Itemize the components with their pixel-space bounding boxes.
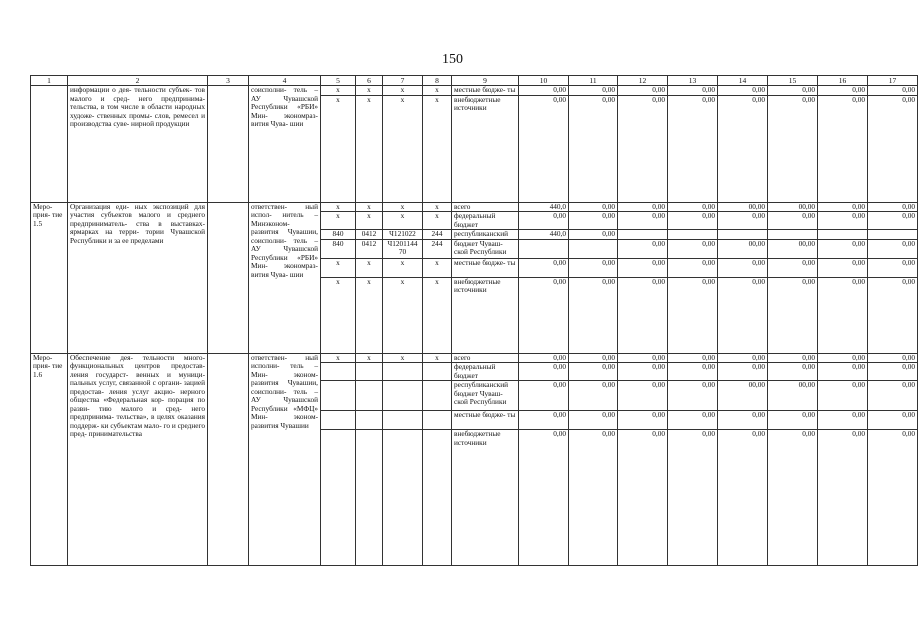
code-cell: x <box>321 353 356 363</box>
value-cell: 0,00 <box>569 381 618 411</box>
col-header: 6 <box>356 76 383 86</box>
value-cell: 0,00 <box>668 239 718 258</box>
value-cell: 0,00 <box>618 381 668 411</box>
value-cell: 0,00 <box>519 95 569 202</box>
value-cell <box>569 239 618 258</box>
value-cell: 0,00 <box>569 202 618 212</box>
code-cell: x <box>321 277 356 353</box>
code-cell <box>383 363 423 381</box>
value-cell: 0,00 <box>519 353 569 363</box>
col-header: 15 <box>768 76 818 86</box>
value-cell: 00,00 <box>718 202 768 212</box>
header-row <box>31 76 918 86</box>
funding-source: всего <box>452 353 519 363</box>
activity-label: Меро- прия- тие 1.5 <box>31 202 68 353</box>
value-cell: 0,00 <box>618 363 668 381</box>
value-cell: 0,00 <box>668 277 718 353</box>
value-cell: 0,00 <box>868 212 918 230</box>
code-cell <box>423 381 452 411</box>
code-cell: x <box>383 86 423 96</box>
value-cell: 440,0 <box>519 202 569 212</box>
value-cell <box>668 230 718 240</box>
value-cell: 0,00 <box>618 202 668 212</box>
code-cell: 840 <box>321 239 356 258</box>
value-cell: 0,00 <box>668 95 718 202</box>
code-cell: x <box>356 95 383 202</box>
code-cell <box>423 411 452 430</box>
col-header: 12 <box>618 76 668 86</box>
value-cell <box>718 230 768 240</box>
value-cell: 0,00 <box>618 258 668 277</box>
value-cell: 0,00 <box>818 353 868 363</box>
value-cell: 0,00 <box>718 277 768 353</box>
value-cell: 0,00 <box>868 277 918 353</box>
value-cell: 0,00 <box>618 277 668 353</box>
funding-source: внебюджетные источники <box>452 430 519 566</box>
code-cell: x <box>356 277 383 353</box>
code-cell: x <box>383 353 423 363</box>
code-cell <box>321 411 356 430</box>
value-cell: 0,00 <box>569 277 618 353</box>
code-cell <box>423 430 452 566</box>
code-cell: x <box>383 258 423 277</box>
value-cell: 0,00 <box>718 258 768 277</box>
value-cell <box>818 230 868 240</box>
code-cell: 840 <box>321 230 356 240</box>
code-cell: x <box>423 258 452 277</box>
value-cell: 440,0 <box>519 230 569 240</box>
funding-source: всего <box>452 202 519 212</box>
value-cell: 0,00 <box>818 258 868 277</box>
code-cell: 0412 <box>356 239 383 258</box>
code-cell <box>383 430 423 566</box>
activity-name: Обеспечение дея- тельности много- функциональных центров предостав- ления государст- венных и муници- пальных услуг, связанной с органи- зацией предостав- ления услуг акцио- нерного общества «Федеральная кор- порация по разви- тию малого и сред- него предпринима- тельства», в целях оказания поддерж- ки субъектам мало- го и среднего пред- принимательства <box>68 353 208 566</box>
funding-source: республиканский бюджет Чуваш- ской Республики <box>452 381 519 411</box>
value-cell: 0,00 <box>569 86 618 96</box>
code-cell: x <box>423 86 452 96</box>
code-cell: Ч121022 <box>383 230 423 240</box>
value-cell <box>519 239 569 258</box>
value-cell: 00,00 <box>718 239 768 258</box>
value-cell: 00,00 <box>768 239 818 258</box>
code-cell: x <box>356 258 383 277</box>
value-cell: 0,00 <box>768 86 818 96</box>
value-cell: 0,00 <box>768 277 818 353</box>
value-cell: 0,00 <box>668 381 718 411</box>
code-cell <box>356 363 383 381</box>
code-cell: x <box>383 95 423 202</box>
code-cell: x <box>356 353 383 363</box>
code-cell: 0412 <box>356 230 383 240</box>
value-cell: 0,00 <box>668 212 718 230</box>
value-cell: 0,00 <box>569 230 618 240</box>
code-cell: Ч1201144 70 <box>383 239 423 258</box>
code-cell: 244 <box>423 239 452 258</box>
col-header: 13 <box>668 76 718 86</box>
activity-label <box>31 86 68 203</box>
value-cell: 0,00 <box>868 86 918 96</box>
value-cell: 0,00 <box>818 239 868 258</box>
value-cell: 0,00 <box>818 381 868 411</box>
value-cell: 0,00 <box>519 86 569 96</box>
value-cell: 0,00 <box>718 363 768 381</box>
value-cell: 0,00 <box>668 202 718 212</box>
value-cell: 0,00 <box>718 411 768 430</box>
value-cell: 0,00 <box>519 277 569 353</box>
col-header: 3 <box>208 76 249 86</box>
value-cell: 0,00 <box>519 212 569 230</box>
value-cell: 0,00 <box>618 212 668 230</box>
col-header: 9 <box>452 76 519 86</box>
code-cell: x <box>356 212 383 230</box>
value-cell: 0,00 <box>668 353 718 363</box>
value-cell: 0,00 <box>668 258 718 277</box>
value-cell <box>618 230 668 240</box>
goal-cell <box>208 86 249 203</box>
value-cell: 0,00 <box>868 363 918 381</box>
value-cell: 0,00 <box>618 411 668 430</box>
value-cell: 0,00 <box>718 430 768 566</box>
col-header: 16 <box>818 76 868 86</box>
col-header: 17 <box>868 76 918 86</box>
page-number: 150 <box>442 52 463 67</box>
code-cell: x <box>321 202 356 212</box>
funding-source: республиканский <box>452 230 519 240</box>
value-cell: 0,00 <box>519 258 569 277</box>
value-cell <box>868 230 918 240</box>
col-header: 1 <box>31 76 68 86</box>
value-cell: 0,00 <box>818 202 868 212</box>
value-cell: 0,00 <box>818 430 868 566</box>
executor-cell: соисполни- тель – АУ Чувашской Республики «РБИ» Мин- экономраз- вития Чува- шии <box>249 86 321 203</box>
code-cell <box>383 381 423 411</box>
value-cell: 0,00 <box>569 212 618 230</box>
funding-source: федеральный бюджет <box>452 212 519 230</box>
value-cell: 0,00 <box>768 95 818 202</box>
goal-cell <box>208 353 249 566</box>
value-cell: 0,00 <box>668 411 718 430</box>
value-cell: 0,00 <box>519 430 569 566</box>
value-cell: 0,00 <box>668 363 718 381</box>
value-cell: 0,00 <box>668 86 718 96</box>
funding-source: местные бюдже- ты <box>452 411 519 430</box>
value-cell: 0,00 <box>768 353 818 363</box>
value-cell: 0,00 <box>618 353 668 363</box>
code-cell: x <box>423 202 452 212</box>
value-cell: 0,00 <box>569 353 618 363</box>
activity-name: информации о дея- тельности субъек- тов малого и сред- него предпринима- тельства, в том числе в области народных художе- ственных промы- слов, ремесел и производства суве- нирной продукции <box>68 86 208 203</box>
value-cell: 0,00 <box>569 363 618 381</box>
executor-cell: ответствен- ный исполни- тель – Мин- эконом- развития Чувашии, соисполни- тель – АУ Чувашской Республики «МФЦ» Мин- эконом- развития Чувашии <box>249 353 321 566</box>
value-cell: 0,00 <box>718 353 768 363</box>
code-cell: x <box>423 353 452 363</box>
value-cell: 0,00 <box>868 353 918 363</box>
value-cell: 0,00 <box>519 363 569 381</box>
funding-source: внебюджетные источники <box>452 95 519 202</box>
col-header: 14 <box>718 76 768 86</box>
code-cell: x <box>423 212 452 230</box>
funding-source: внебюджетные источники <box>452 277 519 353</box>
value-cell: 0,00 <box>868 381 918 411</box>
value-cell: 0,00 <box>818 411 868 430</box>
code-cell: x <box>383 202 423 212</box>
code-cell <box>423 363 452 381</box>
executor-cell: ответствен- ный испол- нитель – Минэконом- развития Чувашии, соисполни- тель – АУ Чувашской Республики «РБИ» Мин- экономраз- вития Чува- шии <box>249 202 321 353</box>
col-header: 4 <box>249 76 321 86</box>
value-cell: 0,00 <box>768 363 818 381</box>
code-cell: x <box>423 277 452 353</box>
activity-label: Меро- прия- тие 1.6 <box>31 353 68 566</box>
col-header: 10 <box>519 76 569 86</box>
value-cell: 0,00 <box>868 258 918 277</box>
code-cell: x <box>321 212 356 230</box>
value-cell: 0,00 <box>718 212 768 230</box>
value-cell: 0,00 <box>768 212 818 230</box>
col-header: 5 <box>321 76 356 86</box>
value-cell: 0,00 <box>768 430 818 566</box>
value-cell: 0,00 <box>868 95 918 202</box>
code-cell <box>356 430 383 566</box>
funding-source: федеральный бюджет <box>452 363 519 381</box>
value-cell: 0,00 <box>618 239 668 258</box>
value-cell: 0,00 <box>569 258 618 277</box>
funding-source: бюджет Чуваш- ской Республики <box>452 239 519 258</box>
table-row <box>31 86 918 96</box>
funding-source: местные бюдже- ты <box>452 258 519 277</box>
code-cell <box>356 381 383 411</box>
col-header: 7 <box>383 76 423 86</box>
value-cell: 0,00 <box>618 430 668 566</box>
col-header: 11 <box>569 76 618 86</box>
value-cell: 0,00 <box>818 95 868 202</box>
code-cell <box>321 430 356 566</box>
value-cell: 00,00 <box>768 202 818 212</box>
code-cell: x <box>383 212 423 230</box>
value-cell: 0,00 <box>569 411 618 430</box>
value-cell: 0,00 <box>818 212 868 230</box>
code-cell: x <box>321 258 356 277</box>
value-cell: 0,00 <box>768 258 818 277</box>
value-cell: 0,00 <box>569 430 618 566</box>
value-cell: 00,00 <box>718 381 768 411</box>
code-cell: x <box>356 202 383 212</box>
value-cell: 0,00 <box>618 86 668 96</box>
funding-source: местные бюдже- ты <box>452 86 519 96</box>
value-cell: 00,00 <box>768 381 818 411</box>
code-cell: x <box>423 95 452 202</box>
value-cell: 0,00 <box>868 202 918 212</box>
activity-name: Организация еди- ных экспозиций для участия субъектов малого и среднего предприниматель- ства в выставках- ярмарках на терри- тории Чувашской Республики и за ее пределами <box>68 202 208 353</box>
col-header: 2 <box>68 76 208 86</box>
value-cell <box>768 230 818 240</box>
value-cell: 0,00 <box>868 239 918 258</box>
code-cell: x <box>321 95 356 202</box>
value-cell: 0,00 <box>519 411 569 430</box>
code-cell: x <box>356 86 383 96</box>
code-cell <box>321 381 356 411</box>
value-cell: 0,00 <box>718 95 768 202</box>
code-cell <box>356 411 383 430</box>
value-cell: 0,00 <box>618 95 668 202</box>
col-header: 8 <box>423 76 452 86</box>
value-cell: 0,00 <box>818 363 868 381</box>
code-cell <box>321 363 356 381</box>
value-cell: 0,00 <box>818 277 868 353</box>
value-cell: 0,00 <box>868 411 918 430</box>
goal-cell <box>208 202 249 353</box>
value-cell: 0,00 <box>668 430 718 566</box>
value-cell: 0,00 <box>718 86 768 96</box>
code-cell: x <box>321 86 356 96</box>
value-cell: 0,00 <box>868 430 918 566</box>
value-cell: 0,00 <box>569 95 618 202</box>
budget-table <box>30 75 918 566</box>
value-cell: 0,00 <box>768 411 818 430</box>
code-cell: x <box>383 277 423 353</box>
value-cell: 0,00 <box>519 381 569 411</box>
code-cell: 244 <box>423 230 452 240</box>
code-cell <box>383 411 423 430</box>
value-cell: 0,00 <box>818 86 868 96</box>
